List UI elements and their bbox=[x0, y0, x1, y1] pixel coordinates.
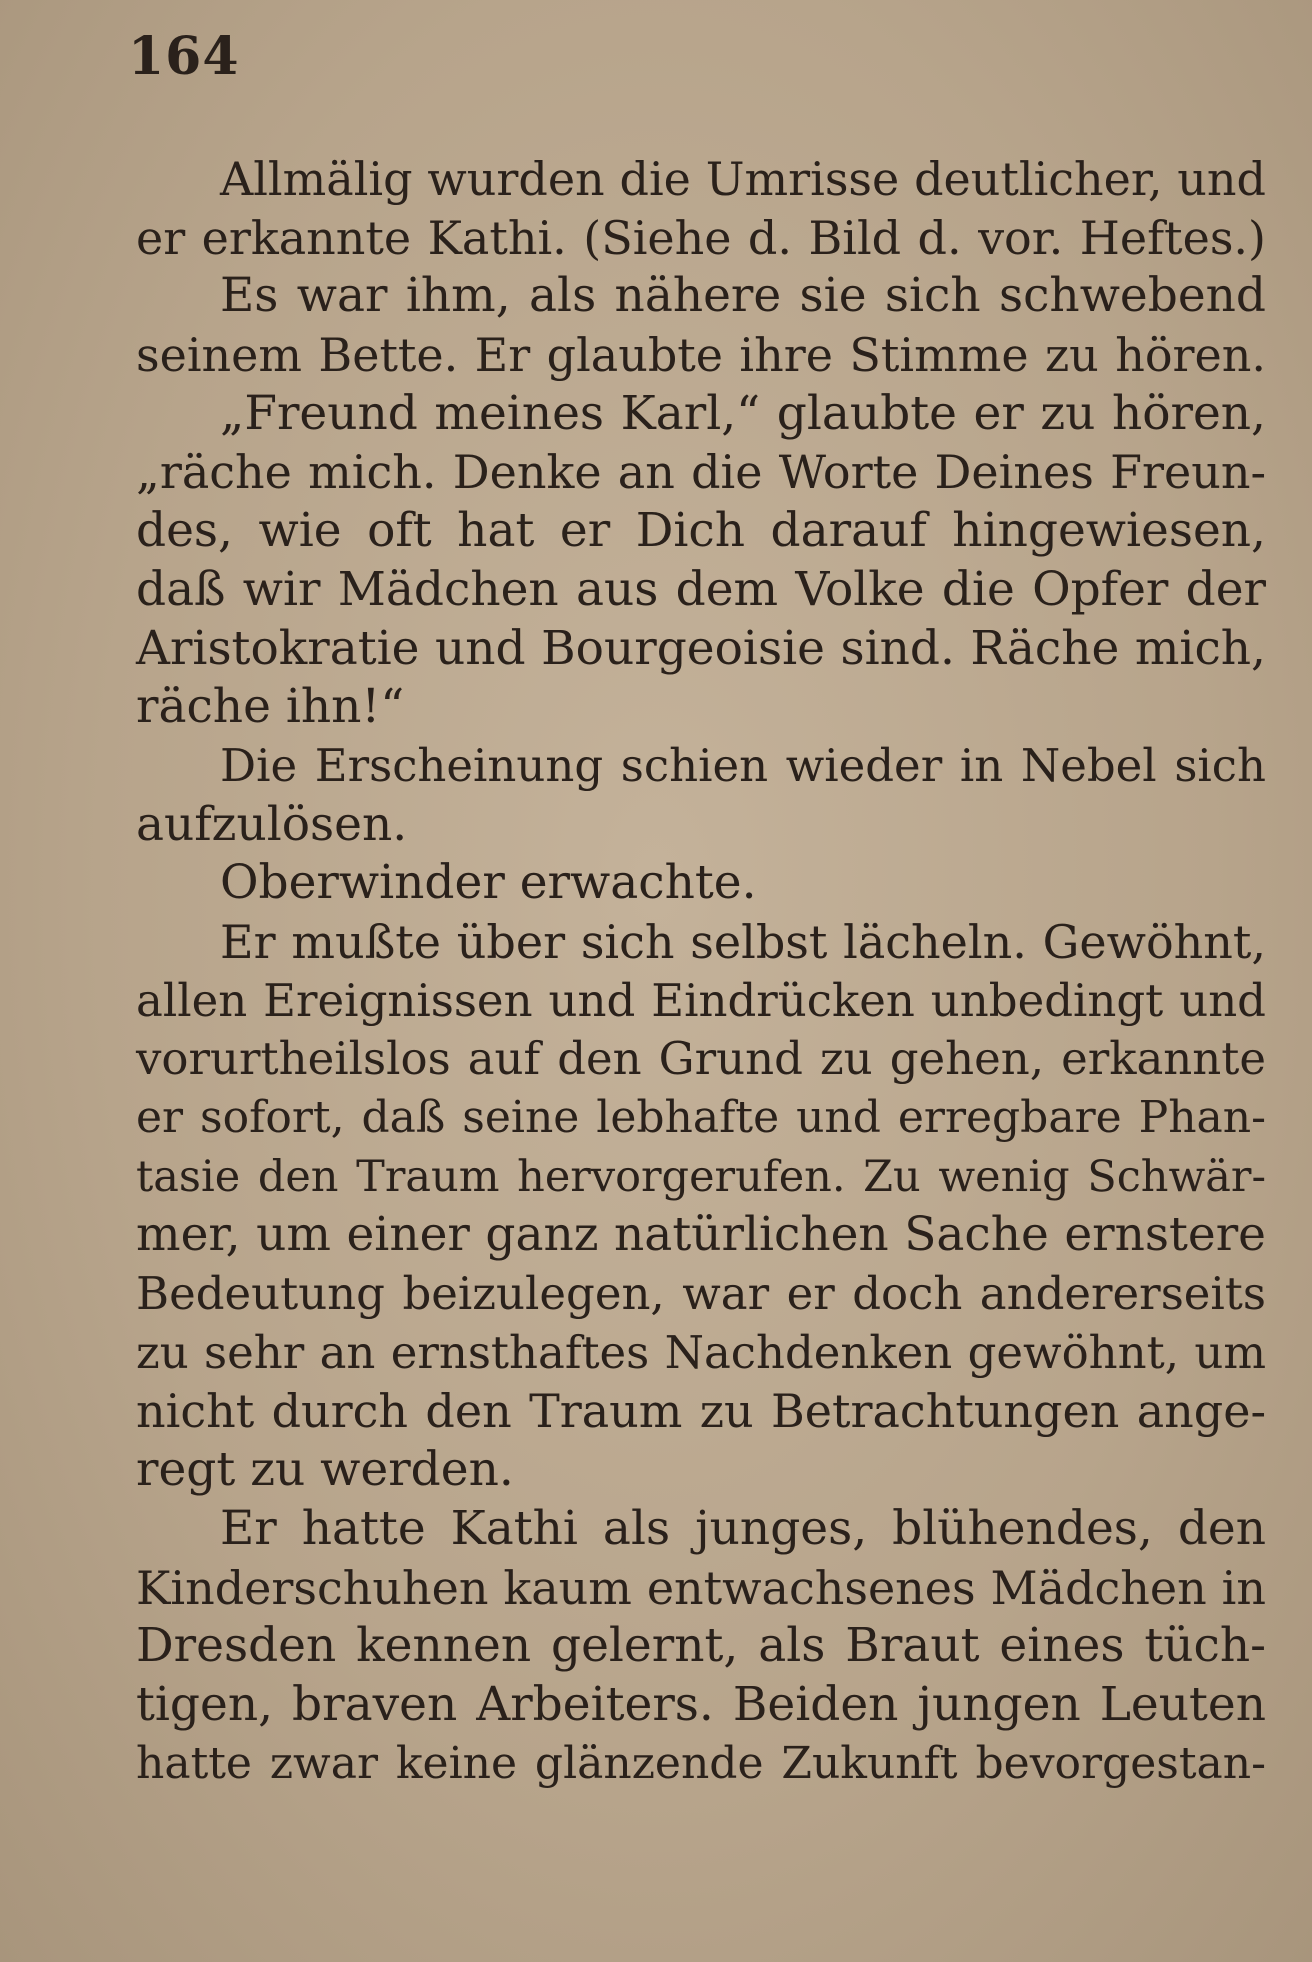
text-line: tasie den Traum hervorgerufen. Zu wenig Schwär- bbox=[136, 1151, 1266, 1202]
text-line: mer, um einer ganz natürlichen Sache ernstere bbox=[136, 1207, 1266, 1263]
text-line: „Freund meines Karl,“ glaubte er zu hören, bbox=[220, 385, 1266, 441]
text-line: zu sehr an ernsthaftes Nachdenken gewöhnt, um bbox=[136, 1325, 1266, 1379]
text-line: hatte zwar keine glänzende Zukunft bevorgestan- bbox=[136, 1737, 1266, 1789]
text-line: er erkannte Kathi. (Siehe d. Bild d. vor. Heftes.) bbox=[136, 210, 1266, 265]
text-line: „räche mich. Denke an die Worte Deines Freun- bbox=[136, 445, 1266, 500]
text-line: daß wir Mädchen aus dem Volke die Opfer der bbox=[136, 561, 1266, 617]
text-line: Er hatte Kathi als junges, blühendes, den bbox=[220, 1500, 1266, 1556]
text-line: Die Erscheinung schien wieder in Nebel sich bbox=[220, 738, 1266, 792]
text-line: seinem Bette. Er glaubte ihre Stimme zu hören. bbox=[136, 328, 1266, 383]
text-line: Bedeutung beizulegen, war er doch andererseits bbox=[136, 1267, 1266, 1321]
text-line: Allmälig wurden die Umrisse deutlicher, und bbox=[220, 152, 1266, 206]
text-line: vorurtheilslos auf den Grund zu gehen, erkannte bbox=[136, 1032, 1266, 1086]
text-line: aufzulösen. bbox=[136, 796, 408, 852]
text-line: regt zu werden. bbox=[136, 1442, 514, 1498]
text-line: räche ihn!“ bbox=[136, 679, 405, 735]
text-line: Es war ihm, als nähere sie sich schwebend bbox=[220, 268, 1266, 324]
text-line: Oberwinder erwachte. bbox=[220, 855, 757, 911]
text-line: Aristokratie und Bourgeoisie sind. Räche mich, bbox=[136, 620, 1266, 676]
text-line: tigen, braven Arbeiters. Beiden jungen Leuten bbox=[136, 1676, 1266, 1732]
text-line: des, wie oft hat er Dich darauf hingewiesen, bbox=[136, 503, 1266, 559]
text-line: nicht durch den Traum zu Betrachtungen ange- bbox=[136, 1384, 1266, 1439]
text-line: Dresden kennen gelernt, als Braut eines tüch- bbox=[136, 1618, 1266, 1674]
body-text bbox=[136, 150, 1266, 1793]
text-line: er sofort, daß seine lebhafte und erregbare Phan- bbox=[136, 1092, 1266, 1143]
text-line: Er mußte über sich selbst lächeln. Gewöhnt, bbox=[220, 914, 1266, 969]
page-number: 164 bbox=[128, 26, 240, 87]
text-line: Kinderschuhen kaum entwachsenes Mädchen in bbox=[136, 1560, 1266, 1615]
text-line: allen Ereignissen und Eindrücken unbedingt und bbox=[136, 973, 1266, 1027]
